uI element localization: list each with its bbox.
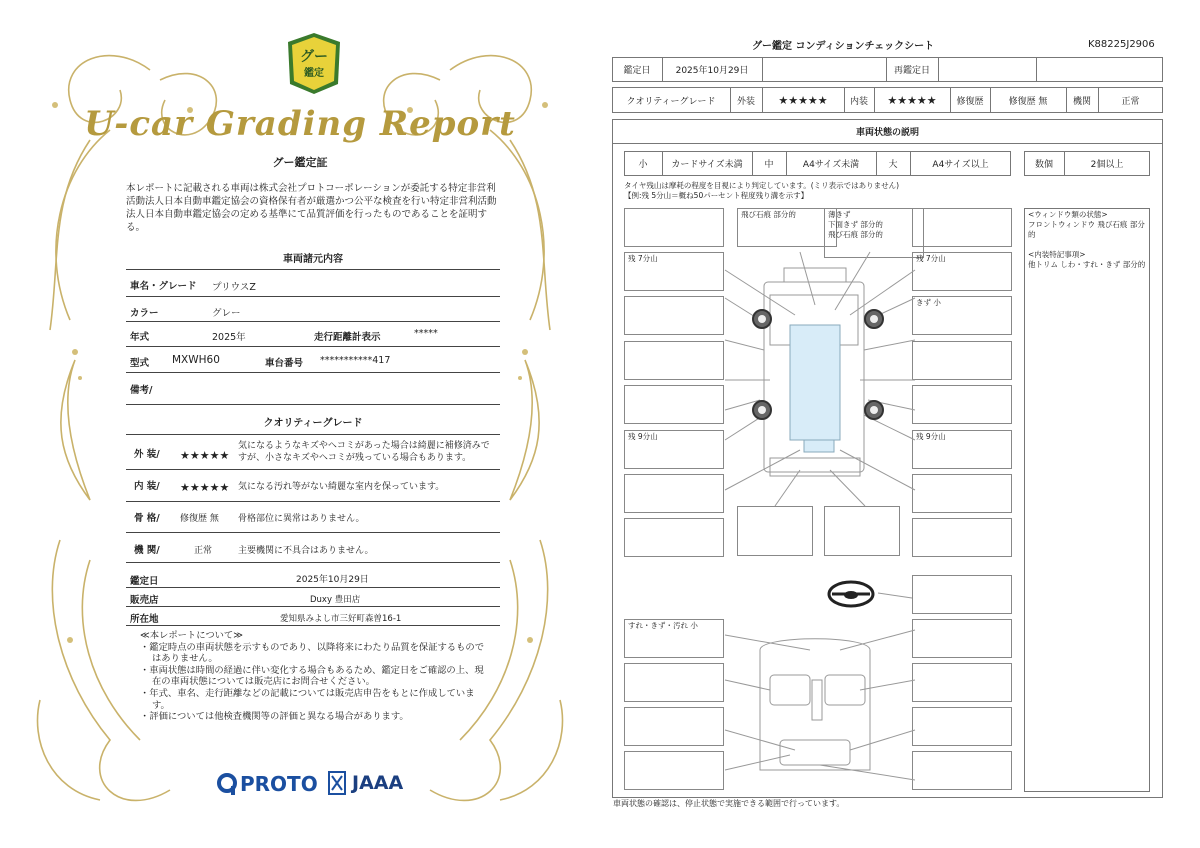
legend-small-desc: カードサイズ未満	[671, 160, 743, 170]
tyre-rear-left-icon	[752, 400, 772, 420]
interior-text: 気になる汚れ等がない綺麗な室内を保っています。	[238, 482, 445, 492]
jaaa-mark-icon	[326, 770, 348, 796]
divider	[126, 269, 500, 270]
damage-box	[912, 208, 1012, 247]
divider	[762, 57, 763, 82]
damage-box	[912, 474, 1012, 513]
damage-box	[912, 518, 1012, 557]
exterior-stars: ★★★★★	[180, 449, 230, 462]
divider	[126, 469, 500, 470]
car-name-label: 車名・グレード	[130, 281, 197, 292]
frame-value: 修復歴 無	[180, 514, 219, 524]
color-label: カラー	[130, 308, 159, 319]
redate-label: 再鑑定日	[893, 66, 930, 76]
tyre-rear-right-icon	[864, 400, 884, 420]
engine-text: 主要機関に不具合はありません。	[238, 546, 374, 556]
engine-label: 機関	[1072, 96, 1091, 107]
script-title: U-car Grading Report	[84, 104, 516, 144]
legend-large-desc: A4サイズ以上	[932, 160, 989, 170]
date-label: 鑑定日	[130, 576, 159, 587]
quality-grade-label: クオリティーグレード	[626, 96, 716, 107]
damage-box	[624, 208, 724, 247]
legend-large: 大	[888, 160, 898, 170]
jaaa-wordmark: JAAA	[352, 772, 404, 794]
legend-count-desc: 2個以上	[1090, 160, 1124, 170]
divider	[1036, 57, 1037, 82]
divider	[938, 57, 939, 82]
divider	[126, 501, 500, 502]
color-value: グレー	[212, 308, 241, 319]
year-label: 年式	[130, 332, 150, 343]
address-value: 愛知県みよし市三好町森曽16-1	[280, 614, 402, 624]
state-title: 車両状態の説明	[855, 127, 919, 138]
exterior-text: 気になるようなキズやヘコミがあった場合は綺麗に補修済みですが、小さなキズやヘコミが残っている場合もあります。	[238, 441, 490, 463]
note-item: ・車両状態は時間の経過に伴い変化する場合もあるため、鑑定日をご確認の上、現在の車両状態については販売店にお問合せください。	[140, 664, 484, 688]
tyre-front-left-icon	[752, 309, 772, 329]
divider	[126, 625, 500, 626]
note-item: ・鑑定時点の車両状態を示すものであり、以降将来にわたり品質を保証するものではありません。	[140, 641, 484, 665]
divider	[126, 404, 500, 405]
proto-wordmark: PROTO	[240, 772, 318, 796]
sheet-title: グー鑑定 コンディションチェックシート	[752, 41, 935, 52]
frame-label: 骨 格/	[134, 513, 160, 524]
divider	[126, 532, 500, 533]
certificate-intro: 本レポートに記載される車両は株式会社プロトコーポレーションが委託する特定非営利活動法人日本自動車鑑定協会の資格保有者が厳選かつ公平な検査を行い特定非営利活動法人日本自動車鑑定協会の定める基準にて品質評価を行ったものであることを証明する。	[126, 183, 497, 233]
note-item: ・評価については他検査機関等の評価と異なる場合があります。	[140, 711, 409, 723]
divider	[126, 296, 500, 297]
divider	[126, 372, 500, 373]
legend-mid: 中	[764, 160, 774, 170]
legend-count: 数個	[1034, 160, 1053, 170]
interior-label: 内 装/	[134, 481, 160, 492]
note-item: ・年式、車名、走行距離などの記載については販売店申告をもとに作成しています。	[140, 687, 475, 711]
damage-box	[912, 385, 1012, 424]
certificate-heading: グー鑑定証	[272, 156, 328, 169]
interior-box	[912, 619, 1012, 658]
engine-label: 機 関/	[134, 545, 160, 556]
shop-value: Duxy 豊田店	[310, 595, 361, 605]
model-value: MXWH60	[172, 354, 220, 366]
tyre-front-right-icon	[864, 309, 884, 329]
report-notes	[140, 630, 492, 723]
mileage-label: 走行距離計表示	[314, 332, 381, 343]
mileage-value: *****	[414, 328, 438, 339]
notes-panel	[1024, 208, 1150, 792]
legend-mid-desc: A4サイズ未満	[802, 160, 860, 170]
badge-text-goo: グー	[300, 49, 328, 65]
sheet-date-value: 2025年10月29日	[675, 66, 749, 76]
damage-box: きず 小	[912, 296, 1012, 335]
tyre-example: 【例:残 5分山＝概ね50パーセント程度残り溝を示す】	[624, 191, 809, 200]
steering-wheel-icon	[826, 580, 876, 610]
badge-text-kantei: 鑑定	[304, 68, 324, 79]
window-notes-title: <ウィンドウ類の状態>	[1028, 210, 1108, 219]
interior-stars: ★★★★★	[180, 481, 230, 494]
divider	[126, 434, 500, 435]
jaaa-logo	[326, 770, 403, 796]
shop-label: 販売店	[130, 595, 159, 606]
tyre-box: 残 7分山	[624, 252, 724, 291]
repair-value: 修復歴 無	[1008, 96, 1048, 107]
proto-mark-icon	[216, 772, 238, 796]
car-name-value: プリウスZ	[212, 282, 256, 293]
divider	[126, 606, 500, 607]
tyre-box: 残 9分山	[912, 430, 1012, 469]
tyre-note: タイヤ残山は摩耗の程度を目視により判定しています。(ミリ表示ではありません)	[624, 181, 900, 190]
interior-box	[912, 663, 1012, 702]
damage-box: 飛び石痕 部分的	[737, 208, 837, 247]
divider	[126, 587, 500, 588]
chassis-label: 車台番号	[265, 358, 304, 369]
remarks-label: 備考/	[130, 385, 153, 396]
interior-notes-title: <内装特記事項>	[1028, 250, 1086, 259]
interior-box: すれ・きず・汚れ 小	[624, 619, 724, 658]
divider	[126, 346, 500, 347]
grade-title: クオリティーグレード	[263, 418, 363, 429]
car-diagram	[700, 250, 920, 800]
date-value: 2025年10月29日	[296, 575, 369, 585]
divider	[126, 562, 500, 563]
tyre-box: 残 9分山	[624, 430, 724, 469]
address-label: 所在地	[130, 614, 159, 625]
frame-text: 骨格部位に異常はありません。	[238, 514, 365, 524]
interior-stars: ★★★★★	[887, 93, 937, 107]
interior-box	[912, 707, 1012, 746]
sheet-date-label: 鑑定日	[623, 66, 651, 76]
sheet-reference: K88225J2906	[1088, 39, 1155, 50]
interior-notes-text: 他トリム しわ・すれ・きず 部分的	[1028, 260, 1146, 269]
damage-box: 薄きず 下面きず 部分的 飛び石痕 部分的	[824, 208, 924, 258]
interior-box	[912, 575, 1012, 614]
engine-value: 正常	[194, 546, 213, 556]
notes-title: ≪本レポートについて≫	[140, 630, 243, 641]
interior-label: 内装	[849, 96, 868, 107]
chassis-value: ***********417	[320, 355, 391, 366]
exterior-label: 外 装/	[134, 449, 160, 460]
model-label: 型式	[130, 358, 150, 369]
spec-title: 車両諸元内容	[283, 254, 343, 265]
sheet-footer: 車両状態の確認は、停止状態で実施できる範囲で行っています。	[613, 799, 845, 808]
exterior-label: 外装	[736, 96, 755, 107]
exterior-stars: ★★★★★	[778, 93, 828, 107]
engine-value: 正常	[1121, 96, 1140, 107]
divider	[126, 321, 500, 322]
proto-logo	[216, 772, 318, 796]
interior-box	[912, 751, 1012, 790]
damage-box	[912, 341, 1012, 380]
year-value: 2025年	[212, 332, 246, 343]
tyre-box: 残 7分山	[912, 252, 1012, 291]
divider	[612, 143, 1163, 144]
legend-small: 小	[638, 160, 648, 170]
window-notes-text: フロントウィンドウ 飛び石痕 部分的	[1028, 220, 1145, 239]
repair-label: 修復歴	[956, 96, 984, 107]
notes-panel-content	[1028, 210, 1148, 270]
